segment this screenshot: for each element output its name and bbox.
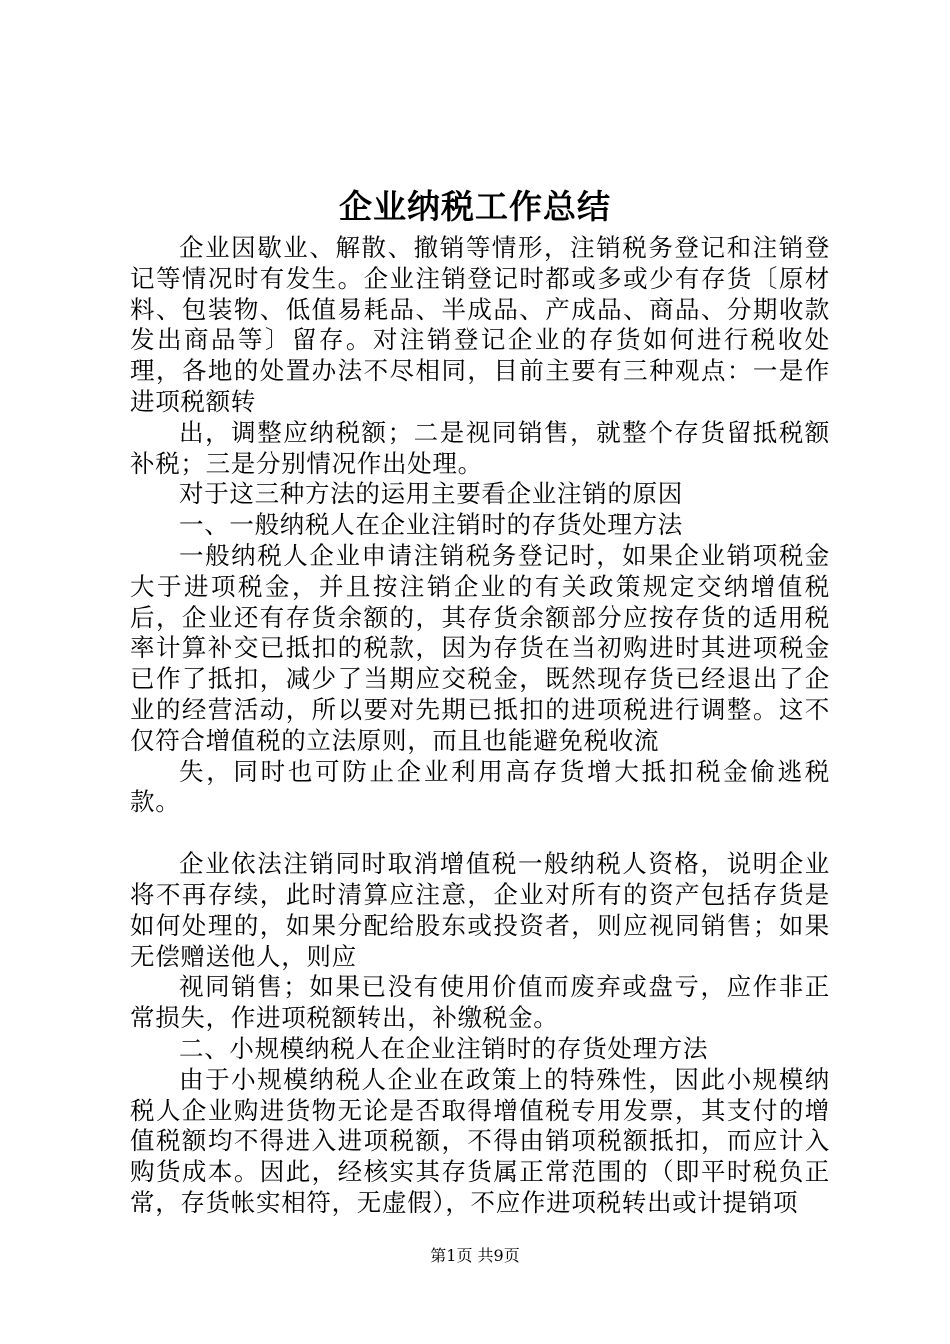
paragraph: 失，同时也可防止企业利用高存货增大抵扣税金偷逃税款。 (130, 756, 830, 817)
section-heading: 二、小规模纳税人在企业注销时的存货处理方法 (179, 1033, 709, 1063)
paragraph: 出，调整应纳税额；二是视同销售，就整个存货留抵税额补税；三是分别情况作出处理。 (130, 417, 830, 478)
document-body (130, 233, 830, 1219)
paragraph: 视同销售；如果已没有使用价值而废弃或盘亏，应作非正常损失，作进项税额转出，补缴税金。 (130, 972, 830, 1033)
paragraph: 企业依法注销同时取消增值税一般纳税人资格，说明企业将不再存续，此时清算应注意，企业对所有的资产包括存货是如何处理的，如果分配给股东或投资者，则应视同销售；如果无偿赠送他人，则应 (130, 849, 830, 971)
section-heading: 一、一般纳税人在企业注销时的存货处理方法 (179, 510, 683, 540)
page-footer: 第1页 共9页 (430, 1246, 520, 1265)
document-title: 企业纳税工作总结 (339, 187, 611, 226)
paragraph: 对于这三种方法的运用主要看企业注销的原因 (179, 479, 683, 509)
paragraph: 企业因歇业、解散、撤销等情形，注销税务登记和注销登记等情况时有发生。企业注销登记时都或多或少有存货〔原材料、包装物、低值易耗品、半成品、产成品、商品、分期收款发出商品等〕留存。对注销登记企业的存货如何进行税收处理，各地的处置办法不尽相同，目前主要有三种观点：一是作进项税额转 (130, 233, 830, 416)
paragraph: 一般纳税人企业申请注销税务登记时，如果企业销项税金大于进项税金，并且按注销企业的有关政策规定交纳增值税后，企业还有存货余额的，其存货余额部分应按存货的适用税率计算补交已抵扣的税款，因为存货在当初购进时其进项税金已作了抵扣，减少了当期应交税金，既然现存货已经退出了企业的经营活动，所以要对先期已抵扣的进项税进行调整。这不仅符合增值税的立法原则，而且也能避免税收流 (130, 540, 830, 755)
paragraph: 由于小规模纳税人企业在政策上的特殊性，因此小规模纳税人企业购进货物无论是否取得增值税专用发票，其支付的增值税额均不得进入进项税额，不得由销项税额抵扣，而应计入购货成本。因此，经核实其存货属正常范围的（即平时税负正常，存货帐实相符，无虚假），不应作进项税转出或计提销项 (130, 1064, 830, 1217)
